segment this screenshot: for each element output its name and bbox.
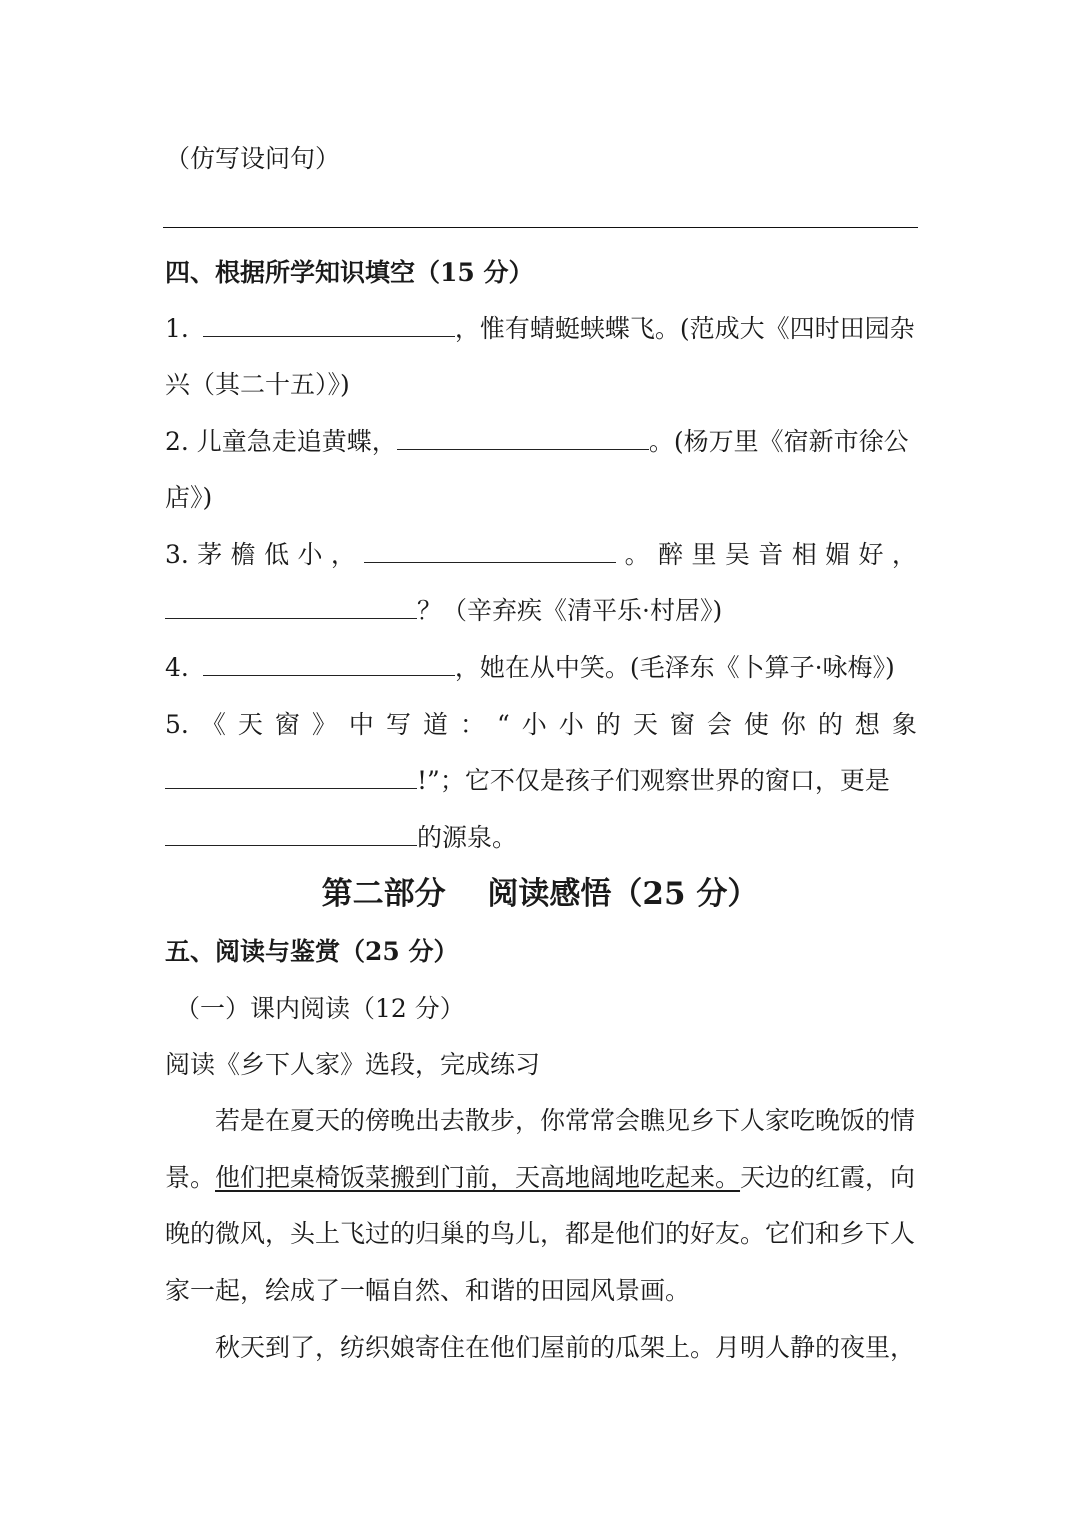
p1-line2-b: 天边的红霞，向 bbox=[740, 1163, 916, 1192]
section4-title: 四、根据所学知识填空（15 分） bbox=[165, 258, 534, 287]
q5-blank-2[interactable] bbox=[165, 821, 417, 846]
q3-char: 茅 bbox=[197, 540, 223, 569]
q5-char: 天 bbox=[632, 710, 658, 739]
q1-text: ，惟有蜻蜓蛱蝶飞。(范成大《四时田园杂 bbox=[454, 314, 915, 343]
sub1-title: （一）课内阅读（12 分） bbox=[175, 994, 465, 1023]
q3-char: 媚 bbox=[825, 540, 851, 569]
q3-char: 相 bbox=[791, 540, 817, 569]
passage-p1-line3: 晚的微风，头上飞过的归巢的鸟儿，都是他们的好友。它们和乡下人 bbox=[165, 1219, 916, 1248]
q5-char: 使 bbox=[743, 710, 769, 739]
q3-blank-2[interactable] bbox=[165, 594, 417, 619]
q4-text: ，她在从中笑。(毛泽东《卜算子·咏梅》) bbox=[454, 653, 895, 682]
underlined-sentence: 他们把桌椅饭菜搬到门前，天高地阔地吃起来。 bbox=[215, 1163, 741, 1192]
q3-char: 。 bbox=[624, 540, 650, 569]
q2-blank[interactable] bbox=[397, 425, 649, 450]
q3-char: 3. bbox=[165, 540, 189, 569]
q2-tail: 。(杨万里《宿新市徐公 bbox=[648, 427, 909, 456]
q5-char: 中 bbox=[348, 710, 374, 739]
q5-char: 窗 bbox=[274, 710, 300, 739]
q5-char: 天 bbox=[237, 710, 263, 739]
answer-line[interactable] bbox=[163, 227, 918, 228]
q4-blank[interactable] bbox=[203, 651, 455, 676]
q5-char: 道 bbox=[422, 710, 448, 739]
q5-char: 》 bbox=[311, 710, 337, 739]
q5-char: 的 bbox=[817, 710, 843, 739]
q3-char: 好 bbox=[858, 540, 884, 569]
passage-p1-line1: 若是在夏天的傍晚出去散步，你常常会瞧见乡下人家吃晚饭的情 bbox=[215, 1106, 916, 1135]
q5-char: ： bbox=[459, 710, 485, 739]
q4-number: 4. bbox=[165, 653, 189, 682]
p1-line2-a: 景。 bbox=[165, 1163, 216, 1192]
q2-text: 2. 儿童急走追黄蝶， bbox=[165, 427, 397, 456]
section5-title: 五、阅读与鉴赏（25 分） bbox=[165, 937, 459, 966]
q3-char: 醉 bbox=[658, 540, 684, 569]
reading-instruction: 阅读《乡下人家》选段，完成练习 bbox=[165, 1050, 541, 1079]
q5-line-2 bbox=[165, 764, 890, 798]
q5-char: 你 bbox=[780, 710, 806, 739]
q3-char: 音 bbox=[758, 540, 784, 569]
q1-number: 1. bbox=[165, 314, 189, 343]
question-3 bbox=[165, 538, 917, 572]
q3-tail: ？（辛弃疾《清平乐·村居》) bbox=[417, 596, 723, 625]
q5-char: 窗 bbox=[669, 710, 695, 739]
q5-char: 的 bbox=[595, 710, 621, 739]
q5-text-2: !”；它不仅是孩子们观察世界的窗口，更是 bbox=[417, 766, 890, 795]
q3-char: 吴 bbox=[724, 540, 750, 569]
q3-char: ， bbox=[891, 540, 917, 569]
q5-char: 小 bbox=[558, 710, 584, 739]
q3-blank-1[interactable] bbox=[364, 538, 616, 563]
q5-char: 想 bbox=[854, 710, 880, 739]
q3-line-2 bbox=[165, 594, 722, 628]
imitate-label: （仿写设问句） bbox=[165, 144, 341, 173]
q5-char: 小 bbox=[521, 710, 547, 739]
q3-char: 里 bbox=[691, 540, 717, 569]
q5-line-3 bbox=[165, 821, 517, 855]
passage-p1-line4: 家一起，绘成了一幅自然、和谐的田园风景画。 bbox=[165, 1276, 691, 1305]
q1-blank[interactable] bbox=[203, 312, 455, 337]
question-2 bbox=[165, 425, 909, 459]
passage-p1-line2 bbox=[165, 1161, 915, 1195]
question-4 bbox=[165, 651, 895, 685]
q5-char: “ bbox=[496, 710, 510, 739]
q3-char: ， bbox=[330, 540, 356, 569]
q5-char: 5. bbox=[165, 710, 189, 739]
q1-text-cont: 兴（其二十五）》) bbox=[165, 370, 350, 399]
question-5 bbox=[165, 708, 917, 742]
q5-blank-1[interactable] bbox=[165, 764, 417, 789]
q5-char: 《 bbox=[200, 710, 226, 739]
part2-title: 第二部分 阅读感悟（25 分） bbox=[321, 876, 759, 912]
q3-char: 小 bbox=[297, 540, 323, 569]
q2-text-cont: 店》) bbox=[165, 483, 213, 512]
question-1 bbox=[165, 312, 915, 346]
q5-text-3: 的源泉。 bbox=[417, 823, 518, 852]
passage-p2-line1: 秋天到了，纺织娘寄住在他们屋前的瓜架上。月明人静的夜里， bbox=[215, 1333, 916, 1362]
q5-char: 写 bbox=[385, 710, 411, 739]
q3-char: 檐 bbox=[230, 540, 256, 569]
q5-char: 象 bbox=[891, 710, 917, 739]
q3-char: 低 bbox=[264, 540, 290, 569]
q5-char: 会 bbox=[706, 710, 732, 739]
